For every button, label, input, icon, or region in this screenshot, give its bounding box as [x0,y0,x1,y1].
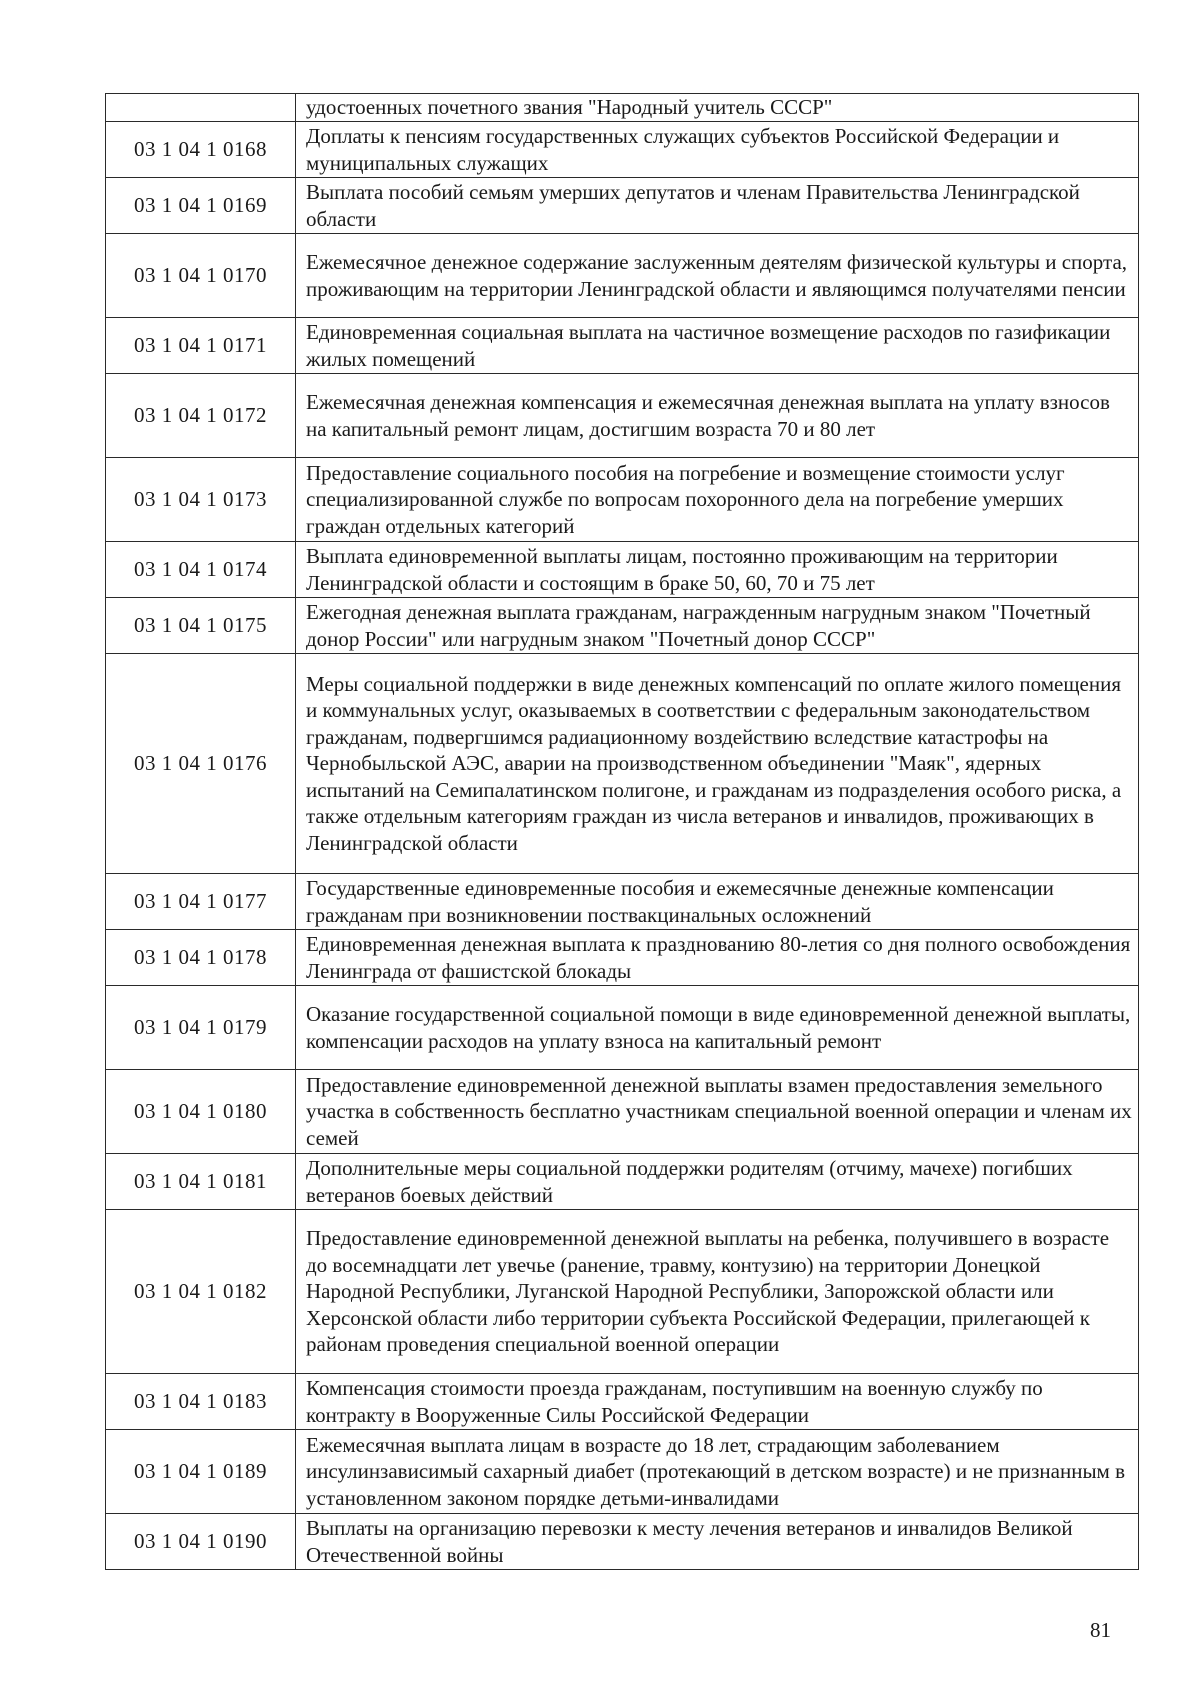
table-row [106,1070,1139,1154]
row-code: 03 1 04 1 0181 [106,1154,296,1210]
row-code: 03 1 04 1 0182 [106,1210,296,1374]
row-description: Дополнительные меры социальной поддержки родителям (отчиму, мачехе) погибших ветеранов боевых действий [296,1154,1139,1210]
row-description: Выплаты на организацию перевозки к месту лечения ветеранов и инвалидов Великой Отечественной войны [296,1514,1139,1570]
row-description: Ежемесячное денежное содержание заслуженным деятелям физической культуры и спорта, проживающим на территории Ленинградской области и являющимся получателями пенсии [296,234,1139,318]
row-description: Выплата единовременной выплаты лицам, постоянно проживающим на территории Ленинградской области и состоящим в браке 50, 60, 70 и 75 лет [296,542,1139,598]
row-description: Выплата пособий семьям умерших депутатов и членам Правительства Ленинградской области [296,178,1139,234]
row-code: 03 1 04 1 0179 [106,986,296,1070]
row-description: Предоставление единовременной денежной выплаты взамен предоставления земельного участка в собственность бесплатно участникам специальной военной операции и членам их семей [296,1070,1139,1154]
table-row [106,458,1139,542]
row-code: 03 1 04 1 0169 [106,178,296,234]
table-row [106,374,1139,458]
table-row [106,1374,1139,1430]
row-description: удостоенных почетного звания "Народный учитель СССР" [296,94,1139,122]
row-code: 03 1 04 1 0180 [106,1070,296,1154]
document-page [105,93,1138,1570]
row-description: Ежемесячная выплата лицам в возрасте до 18 лет, страдающим заболеванием инсулинзависимый сахарный диабет (протекающий в детском возрасте) и не признанным в установленном законом порядке детьми-инвалидами [296,1430,1139,1514]
row-code: 03 1 04 1 0183 [106,1374,296,1430]
table-row [106,1154,1139,1210]
row-description: Предоставление единовременной денежной выплаты на ребенка, получившего в возрасте до восемнадцати лет увечье (ранение, травму, контузию) на территории Донецкой Народной Республики, Луганской Народной Республики, Запорожской области или Херсонской области либо территории субъекта Российской Федерации, прилегающей к районам проведения специальной военной операции [296,1210,1139,1374]
row-code: 03 1 04 1 0170 [106,234,296,318]
table-row [106,234,1139,318]
table-row [106,1514,1139,1570]
row-description: Ежегодная денежная выплата гражданам, награжденным нагрудным знаком "Почетный донор России" или нагрудным знаком "Почетный донор СССР" [296,598,1139,654]
table-row [106,318,1139,374]
row-description: Государственные единовременные пособия и ежемесячные денежные компенсации гражданам при возникновении поствакцинальных осложнений [296,874,1139,930]
row-code: 03 1 04 1 0173 [106,458,296,542]
budget-classification-table [105,93,1139,1570]
table-row [106,598,1139,654]
row-code: 03 1 04 1 0177 [106,874,296,930]
row-description: Оказание государственной социальной помощи в виде единовременной денежной выплаты, компенсации расходов на уплату взноса на капитальный ремонт [296,986,1139,1070]
row-description: Ежемесячная денежная компенсация и ежемесячная денежная выплата на уплату взносов на капитальный ремонт лицам, достигшим возраста 70 и 80 лет [296,374,1139,458]
table-row [106,654,1139,874]
table-row [106,1210,1139,1374]
row-description: Единовременная социальная выплата на частичное возмещение расходов по газификации жилых помещений [296,318,1139,374]
table-row [106,1430,1139,1514]
table-row [106,542,1139,598]
row-description: Доплаты к пенсиям государственных служащих субъектов Российской Федерации и муниципальных служащих [296,122,1139,178]
row-code: 03 1 04 1 0172 [106,374,296,458]
row-code: 03 1 04 1 0176 [106,654,296,874]
row-code: 03 1 04 1 0178 [106,930,296,986]
table-row [106,178,1139,234]
row-description: Меры социальной поддержки в виде денежных компенсаций по оплате жилого помещения и коммунальных услуг, оказываемых в соответствии с федеральным законодательством гражданам, подвергшимся радиационному воздействию вследствие катастрофы на Чернобыльской АЭС, аварии на производственном объединении "Маяк", ядерных испытаний на Семипалатинском полигоне, и гражданам из подразделения особого риска, а также отдельным категориям граждан из числа ветеранов и инвалидов, проживающих в Ленинградской области [296,654,1139,874]
table-row [106,94,1139,122]
row-code: 03 1 04 1 0175 [106,598,296,654]
table-row [106,930,1139,986]
row-code: 03 1 04 1 0190 [106,1514,296,1570]
row-code: 03 1 04 1 0171 [106,318,296,374]
table-row [106,986,1139,1070]
row-description: Предоставление социального пособия на погребение и возмещение стоимости услуг специализированной службе по вопросам похоронного дела на погребение умерших граждан отдельных категорий [296,458,1139,542]
row-code: 03 1 04 1 0189 [106,1430,296,1514]
row-code: 03 1 04 1 0168 [106,122,296,178]
table-row [106,874,1139,930]
row-code: 03 1 04 1 0174 [106,542,296,598]
row-description: Единовременная денежная выплата к празднованию 80-летия со дня полного освобождения Ленинграда от фашистской блокады [296,930,1139,986]
row-code [106,94,296,122]
table-row [106,122,1139,178]
page-number: 81 [1090,1618,1111,1642]
row-description: Компенсация стоимости проезда гражданам, поступившим на военную службу по контракту в Вооруженные Силы Российской Федерации [296,1374,1139,1430]
